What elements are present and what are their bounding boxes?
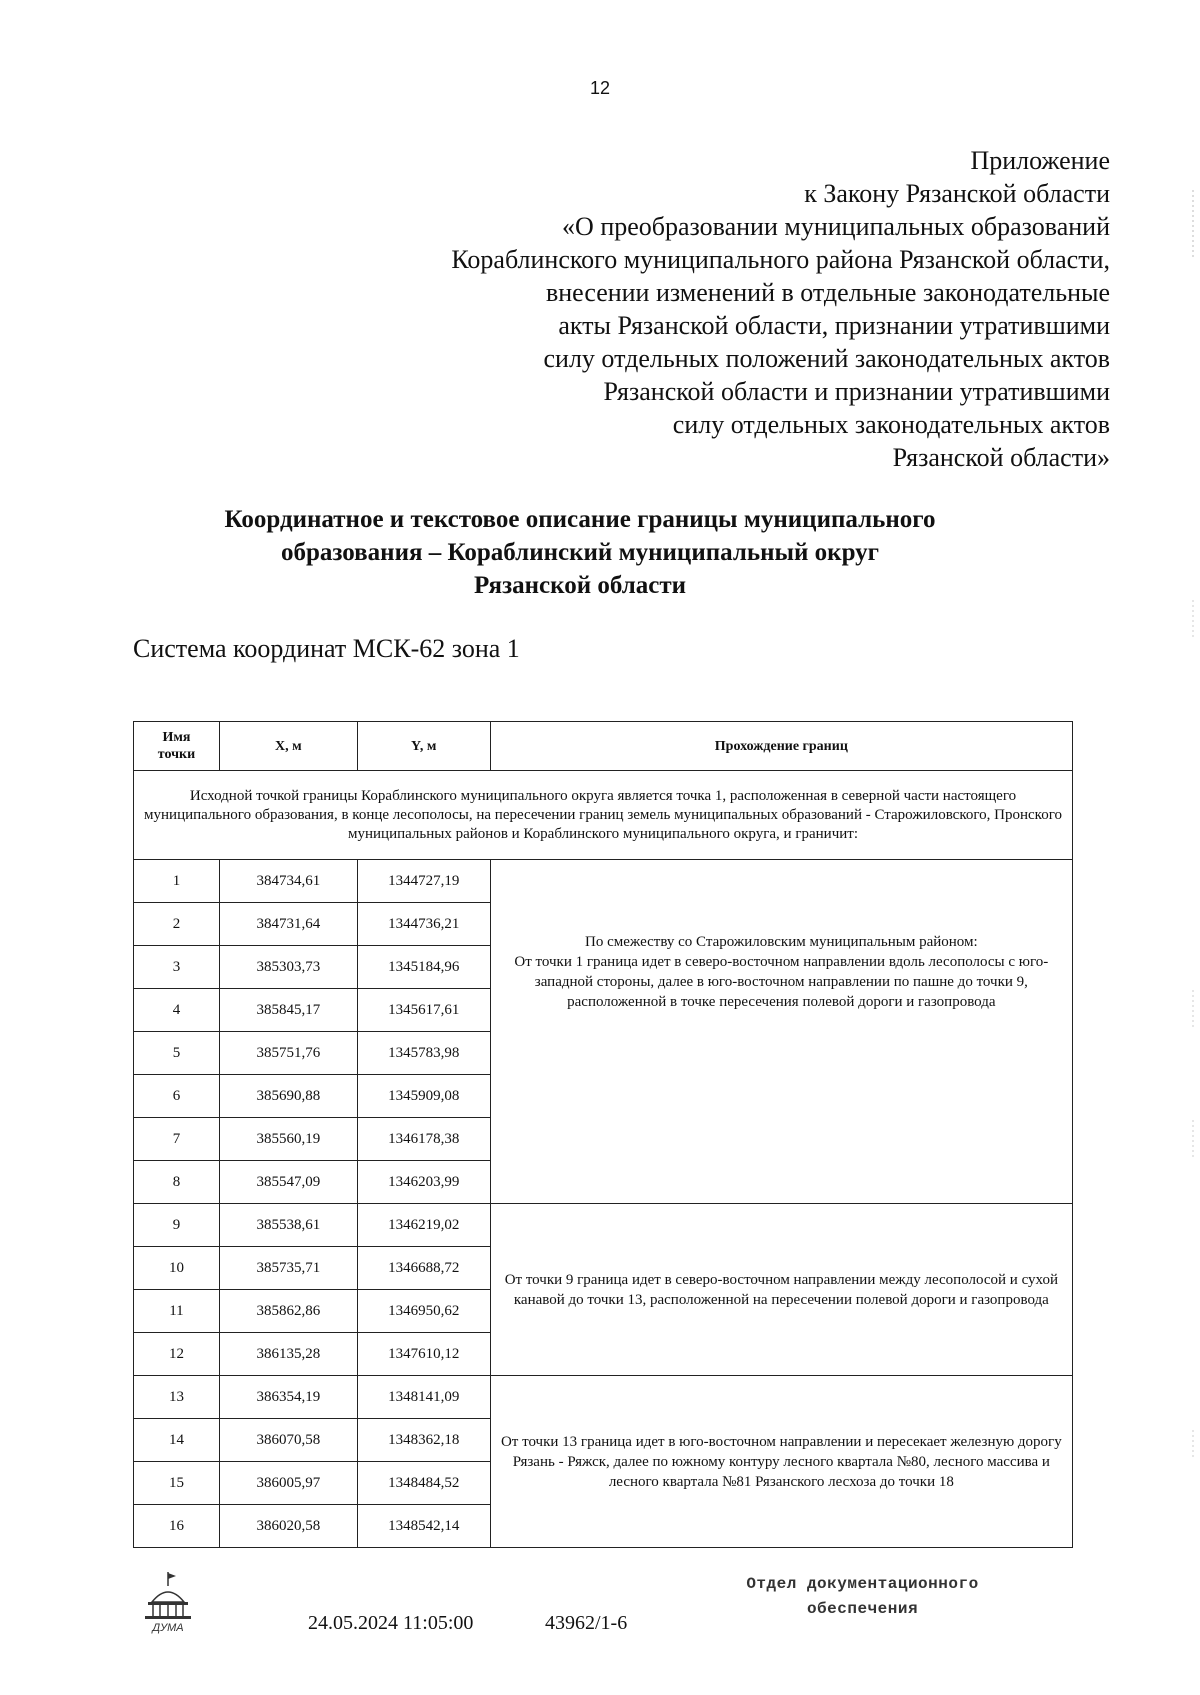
point-number: 16 — [134, 1505, 220, 1548]
point-x: 385303,73 — [219, 946, 357, 989]
point-x: 385560,19 — [219, 1118, 357, 1161]
point-x: 385538,61 — [219, 1204, 357, 1247]
point-x: 385751,76 — [219, 1032, 357, 1075]
appendix-line: внесении изменений в отдельные законодательные — [545, 278, 1110, 307]
appendix-line: Рязанской области» — [892, 443, 1110, 472]
table-row — [134, 1204, 1073, 1247]
point-number: 15 — [134, 1462, 220, 1505]
point-x: 384734,61 — [219, 860, 357, 903]
point-y: 1346203,99 — [357, 1161, 490, 1204]
point-number: 8 — [134, 1161, 220, 1204]
department-line: Отдел документационного — [746, 1575, 979, 1593]
point-x: 386135,28 — [219, 1333, 357, 1376]
point-y: 1344727,19 — [357, 860, 490, 903]
point-number: 11 — [134, 1290, 220, 1333]
point-x: 386070,58 — [219, 1419, 357, 1462]
point-number: 13 — [134, 1376, 220, 1419]
point-number: 12 — [134, 1333, 220, 1376]
header-y: Y, м — [357, 722, 490, 771]
table-row — [134, 1376, 1073, 1419]
point-number: 3 — [134, 946, 220, 989]
point-x: 385690,88 — [219, 1075, 357, 1118]
point-y: 1346950,62 — [357, 1290, 490, 1333]
appendix-header — [350, 144, 1110, 474]
table-header-row — [134, 722, 1073, 771]
title-line: образования – Кораблинский муниципальный округ — [281, 539, 879, 566]
point-y: 1345909,08 — [357, 1075, 490, 1118]
boundary-description-2: От точки 9 граница идет в северо-восточном направлении между лесополосой и сухой канавой до точки 13, расположенной на пересечении полевой дороги и газопровода — [490, 1204, 1072, 1376]
coordinate-system-label: Система координат МСК-62 зона 1 — [133, 634, 520, 663]
appendix-line: акты Рязанской области, признании утратившими — [558, 311, 1110, 340]
registration-date: 24.05.2024 11:05:00 — [308, 1612, 474, 1634]
appendix-line: силу отдельных законодательных актов — [672, 410, 1110, 439]
point-y: 1348484,52 — [357, 1462, 490, 1505]
point-x: 385845,17 — [219, 989, 357, 1032]
point-number: 7 — [134, 1118, 220, 1161]
scan-edge-marks — [1186, 0, 1200, 1695]
document-title — [130, 503, 1030, 602]
intro-text: Исходной точкой границы Кораблинского муниципального округа является точка 1, расположенная в северной части настоящего муниципального образования, в конце лесополосы, на пересечении границ земель муниципальных образований - Старожиловского, Пронского муниципальных районов и Кораблинского муниципального округа, и граничит: — [134, 771, 1073, 860]
point-x: 386005,97 — [219, 1462, 357, 1505]
department-stamp — [720, 1572, 1005, 1622]
point-x: 385735,71 — [219, 1247, 357, 1290]
point-y: 1348141,09 — [357, 1376, 490, 1419]
boundary-description-1 — [490, 860, 1072, 1204]
point-y: 1348362,18 — [357, 1419, 490, 1462]
page-number: 12 — [589, 78, 611, 98]
appendix-line: Приложение — [970, 146, 1110, 175]
department-line: обеспечения — [806, 1600, 919, 1618]
boundary-coordinates-table — [133, 721, 1073, 1548]
logo-text: ДУМА — [152, 1622, 184, 1634]
point-y: 1346688,72 — [357, 1247, 490, 1290]
appendix-line: Кораблинского муниципального района Рязанской области, — [451, 245, 1110, 274]
point-y: 1344736,21 — [357, 903, 490, 946]
point-number: 4 — [134, 989, 220, 1032]
header-point-name-line1: Имя — [162, 730, 191, 745]
point-x: 384731,64 — [219, 903, 357, 946]
point-x: 385862,86 — [219, 1290, 357, 1333]
point-y: 1347610,12 — [357, 1333, 490, 1376]
point-number: 9 — [134, 1204, 220, 1247]
appendix-line: Рязанской области и признании утратившими — [603, 377, 1110, 406]
point-number: 1 — [134, 860, 220, 903]
appendix-line: к Закону Рязанской области — [804, 179, 1110, 208]
header-x: X, м — [219, 722, 357, 771]
boundary-description-3: От точки 13 граница идет в юго-восточном направлении и пересекает железную дорогу Рязань - Ряжск, далее по южному контуру лесного квартала №80, лесного массива и лесного квартала №81 Рязанского лесхоза до точки 18 — [490, 1376, 1072, 1548]
point-y: 1346178,38 — [357, 1118, 490, 1161]
title-line: Координатное и текстовое описание границы муниципального — [224, 506, 936, 533]
point-x: 386354,19 — [219, 1376, 357, 1419]
point-y: 1346219,02 — [357, 1204, 490, 1247]
point-number: 14 — [134, 1419, 220, 1462]
intro-row — [134, 771, 1073, 860]
duma-building-icon — [140, 1570, 196, 1634]
table-row — [134, 860, 1073, 903]
point-x: 386020,58 — [219, 1505, 357, 1548]
point-y: 1345617,61 — [357, 989, 490, 1032]
point-y: 1345783,98 — [357, 1032, 490, 1075]
title-line: Рязанской области — [473, 572, 687, 599]
point-y: 1348542,14 — [357, 1505, 490, 1548]
point-number: 2 — [134, 903, 220, 946]
description-text: От точки 1 граница идет в северо-восточном направлении вдоль лесополосы с юго-западной стороны, далее в юго-восточном направлении по пашне до точки 9, расположенной в точке пересечения полевой дороги и газопровода — [514, 953, 1049, 1010]
duma-logo — [140, 1570, 196, 1634]
header-point-name — [134, 722, 220, 771]
description-title: По смежеству со Старожиловским муниципальным районом: — [585, 933, 978, 950]
point-number: 10 — [134, 1247, 220, 1290]
point-number: 6 — [134, 1075, 220, 1118]
point-y: 1345184,96 — [357, 946, 490, 989]
appendix-line: «О преобразовании муниципальных образований — [562, 212, 1110, 241]
registration-number: 43962/1-6 — [545, 1612, 628, 1634]
header-point-name-line2: точки — [157, 747, 196, 762]
point-number: 5 — [134, 1032, 220, 1075]
point-x: 385547,09 — [219, 1161, 357, 1204]
appendix-line: силу отдельных положений законодательных актов — [543, 344, 1110, 373]
header-passage: Прохождение границ — [490, 722, 1072, 771]
